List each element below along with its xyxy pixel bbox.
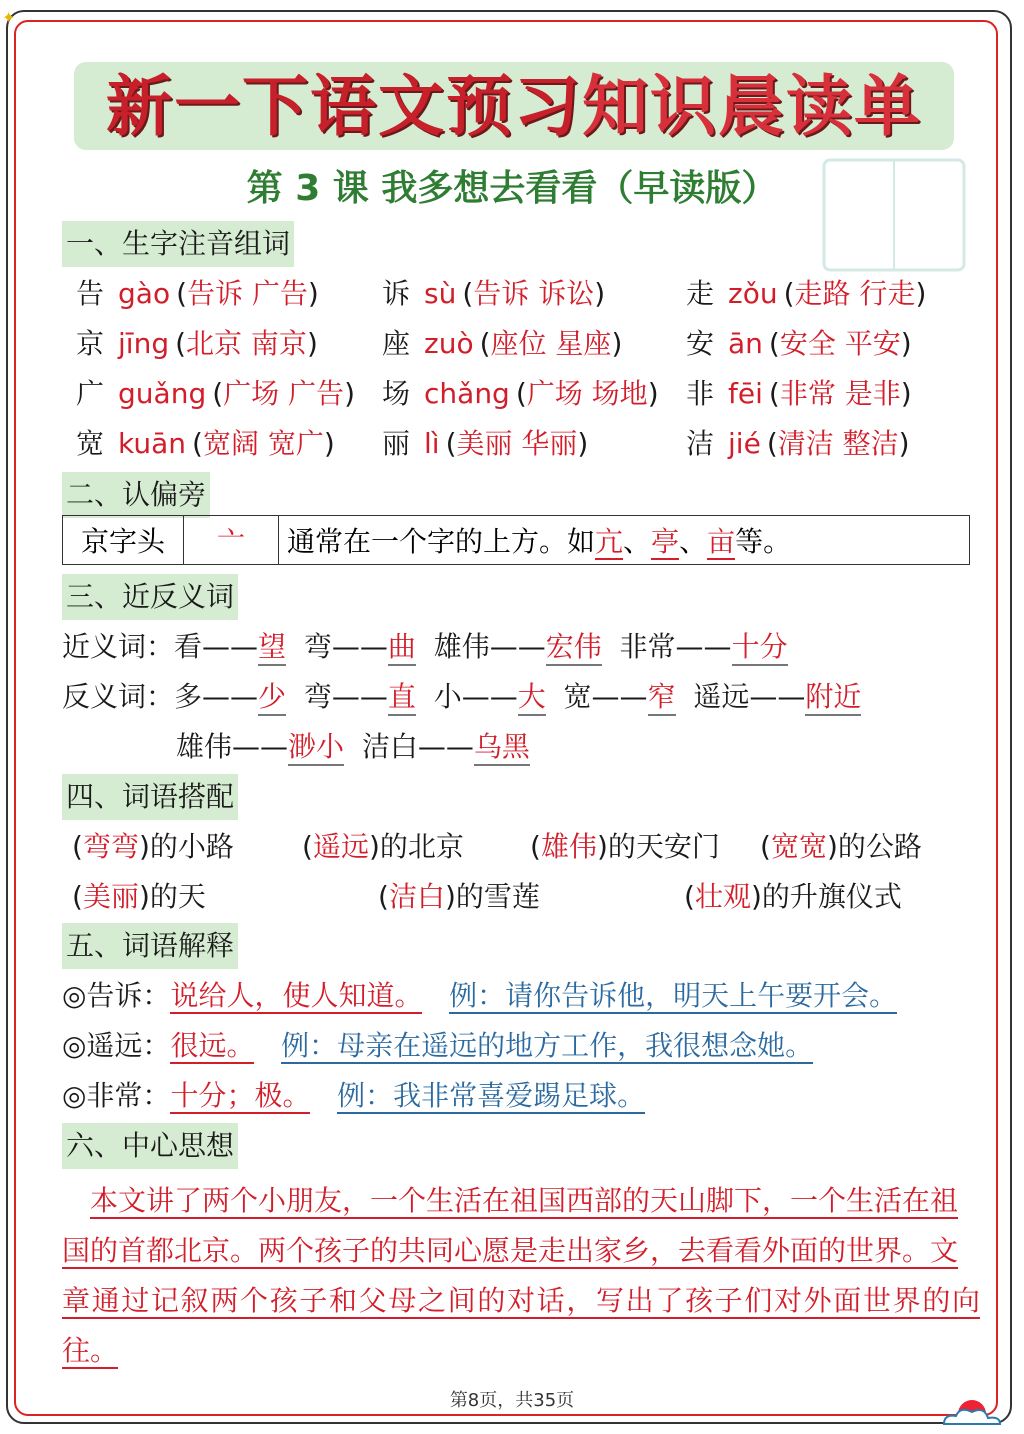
answer: 宏伟	[546, 630, 602, 666]
word-group: 告诉 广告	[187, 277, 308, 310]
char-entry: 场 chǎng (广场 场地)	[382, 377, 659, 410]
pinyin: zuò	[424, 327, 474, 360]
collocation-item: (美丽)的天	[72, 880, 206, 913]
answer: 渺小	[288, 730, 344, 766]
radical-description: 通常在一个字的上方。如亢、亭、亩等。	[279, 516, 970, 565]
radical-example: 亭	[651, 525, 680, 558]
example: 例：我非常喜爱踢足球。	[337, 1079, 646, 1112]
answer: 窄	[648, 680, 676, 716]
example: 例：母亲在遥远的地方工作，我很想念她。	[281, 1029, 814, 1062]
section-heading-1: 一、生字注音组词	[62, 221, 294, 267]
char: 诉	[382, 277, 411, 310]
title-part2: 知识晨读单	[582, 67, 922, 145]
answer: 少	[258, 680, 286, 716]
answer: 曲	[388, 630, 416, 666]
char: 告	[76, 277, 105, 310]
example: 例：请你告诉他，明天上午要开会。	[449, 979, 898, 1012]
sparkle-icon: ✦	[2, 8, 16, 27]
central-idea-line: 国的首都北京。两个孩子的共同心愿是走出家乡，去看看外面的世界。文	[62, 1234, 959, 1267]
term: ◎告诉：	[62, 979, 171, 1012]
word-group: 非常 是非	[779, 377, 901, 410]
word-group: 安全 平安	[779, 327, 901, 360]
answer: 大	[518, 680, 546, 716]
radical-name: 京字头	[63, 516, 184, 565]
char-entry: 告 gào (告诉 广告)	[76, 277, 319, 310]
pinyin: gào	[118, 277, 171, 310]
char: 场	[382, 377, 411, 410]
section-heading-3: 三、近反义词	[62, 574, 238, 620]
char-entry: 走 zǒu (走路 行走)	[686, 277, 927, 310]
word-group: 告诉 诉讼	[473, 277, 595, 310]
char-entry: 诉 sù (告诉 诉讼)	[382, 277, 606, 310]
char-entry: 广 guǎng (广场 广告)	[76, 377, 355, 410]
section-heading-4: 四、词语搭配	[62, 774, 238, 820]
term: ◎非常：	[62, 1079, 171, 1112]
word-group: 北京 南京	[186, 327, 307, 360]
char-entry: 安 ān (安全 平安)	[686, 327, 912, 360]
explanation-item	[62, 1076, 645, 1116]
word-group: 座位 星座	[490, 327, 612, 360]
pinyin: sù	[424, 277, 457, 310]
central-idea-paragraph	[62, 1176, 980, 1376]
lesson-subtitle: 第 3 课 我多想去看看（早读版）	[246, 168, 778, 209]
collocation-item: (弯弯)的小路	[72, 830, 234, 863]
definition: 十分；极。	[170, 1079, 311, 1112]
collocation-item: (宽宽)的公路	[760, 830, 922, 863]
synonym-row: 近义词：看——望 弯——曲 雄伟——宏伟 非常——十分	[62, 627, 788, 667]
pinyin: fēi	[728, 377, 763, 410]
word-group: 走路 行走	[794, 277, 916, 310]
central-idea-line: 章通过记叙两个孩子和父母之间的对话，写出了孩子们对外面世界的向往。	[62, 1284, 980, 1367]
word-group: 广场 场地	[526, 377, 648, 410]
pinyin: ān	[728, 327, 763, 360]
pinyin: jīng	[118, 327, 170, 360]
definition: 很远。	[170, 1029, 255, 1062]
collocation-item: (洁白)的雪莲	[378, 880, 540, 913]
pinyin: jié	[728, 427, 761, 460]
radical-symbol: 亠	[184, 516, 279, 565]
antonym-row-cont: 雄伟——渺小 洁白——乌黑	[176, 727, 530, 767]
definition: 说给人，使人知道。	[170, 979, 423, 1012]
char-entry: 座 zuò (座位 星座)	[382, 327, 623, 360]
char: 走	[686, 277, 715, 310]
radical-example: 亢	[595, 525, 624, 558]
explanation-item	[62, 1026, 813, 1066]
char: 宽	[76, 427, 105, 460]
pinyin: lì	[424, 427, 440, 460]
pinyin: zǒu	[728, 277, 778, 310]
pinyin: guǎng	[118, 377, 207, 410]
word-group: 清洁 整洁	[777, 427, 899, 460]
collocation-item: (雄伟)的天安门	[530, 830, 720, 863]
char-entry: 非 fēi (非常 是非)	[686, 377, 912, 410]
char-entry: 宽 kuān (宽阔 宽广)	[76, 427, 335, 460]
char: 安	[686, 327, 715, 360]
antonym-row: 反义词：多——少 弯——直 小——大 宽——窄 遥远——附近	[62, 677, 861, 717]
radical-table	[62, 515, 970, 565]
pinyin: kuān	[118, 427, 187, 460]
answer: 附近	[805, 680, 861, 716]
char: 京	[76, 327, 105, 360]
central-idea-line: 本文讲了两个小朋友，一个生活在祖国西部的天山脚下，一个生活在祖	[90, 1184, 959, 1217]
section-heading-5: 五、词语解释	[62, 923, 238, 969]
section-heading-2: 二、认偏旁	[62, 472, 210, 518]
term: ◎遥远：	[62, 1029, 171, 1062]
title-part1: 新一下语文预习	[106, 67, 582, 145]
word-group: 美丽 华丽	[456, 427, 578, 460]
collocation-item: (遥远)的北京	[302, 830, 464, 863]
antonym-label: 反义词：	[62, 680, 175, 713]
char-entry: 京 jīng (北京 南京)	[76, 327, 318, 360]
cloud-sun-icon	[938, 1388, 1008, 1428]
char-entry: 丽 lì (美丽 华丽)	[382, 427, 589, 460]
char: 座	[382, 327, 411, 360]
section-heading-6: 六、中心思想	[62, 1123, 238, 1169]
char-entry: 洁 jié (清洁 整洁)	[686, 427, 910, 460]
answer: 乌黑	[474, 730, 530, 766]
char: 广	[76, 377, 105, 410]
pinyin: chǎng	[424, 377, 510, 410]
word-group: 广场 广告	[223, 377, 345, 410]
char: 丽	[382, 427, 411, 460]
title-banner	[74, 62, 954, 150]
explanation-item	[62, 976, 897, 1016]
word-group: 宽阔 宽广	[202, 427, 324, 460]
answer: 望	[258, 630, 286, 666]
radical-example: 亩	[707, 525, 736, 558]
answer: 直	[388, 680, 416, 716]
collocation-item: (壮观)的升旗仪式	[684, 880, 902, 913]
char: 非	[686, 377, 715, 410]
synonym-label: 近义词：	[62, 630, 175, 663]
page-title	[74, 62, 954, 150]
page-number: 第8页，共35页	[449, 1390, 575, 1411]
answer: 十分	[732, 630, 788, 666]
char: 洁	[686, 427, 715, 460]
